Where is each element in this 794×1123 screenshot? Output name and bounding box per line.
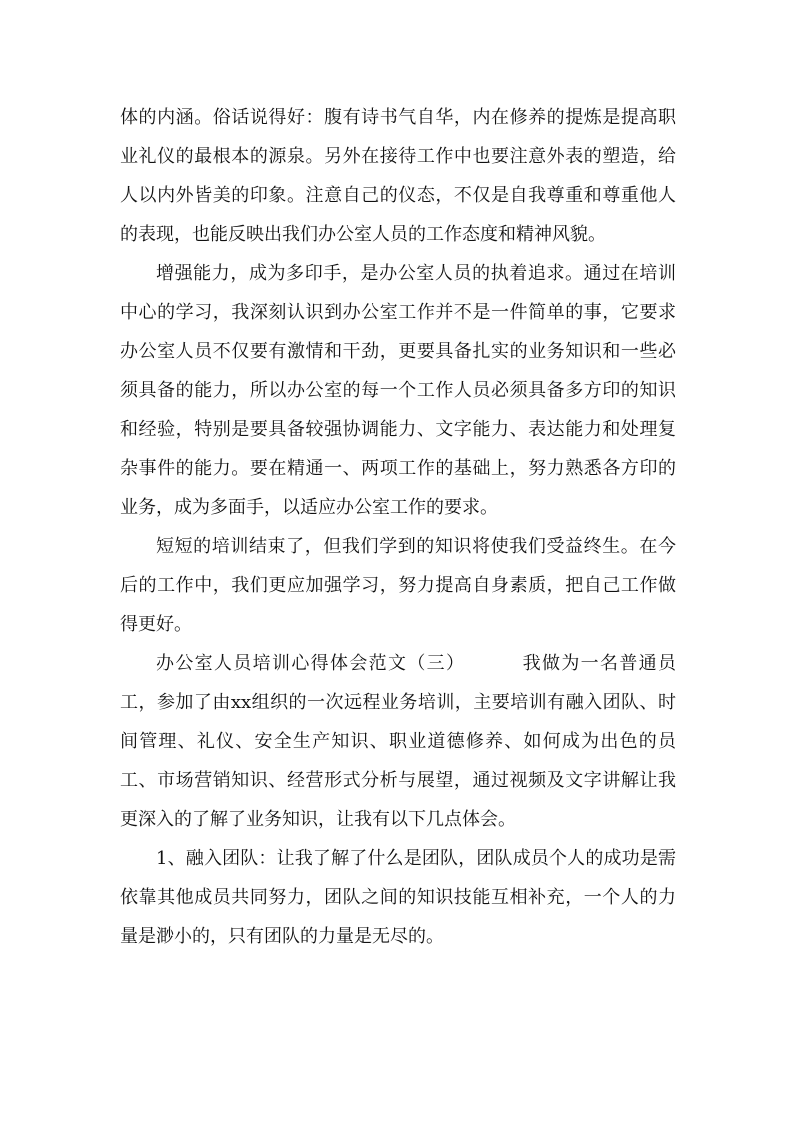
- paragraph-5: 1、融入团队：让我了解了什么是团队，团队成员个人的成功是需依靠其他成员共同努力，团队之间的知识技能互相补充，一个人的力量是渺小的，只有团队的力量是无尽的。: [120, 848, 676, 947]
- paragraph-4: [120, 644, 676, 839]
- paragraph-3: 短短的培训结束了，但我们学到的知识将使我们受益终生。在今后的工作中，我们更应加强学习，努力提高自身素质，把自己工作做得更好。: [120, 536, 676, 635]
- paragraph-4-text: 我做为一名普通员工，参加了由xx组织的一次远程业务培训，主要培训有融入团队、时间管理、礼仪、安全生产知识、职业道德修养、如何成为出色的员工、市场营销知识、经营形式分析与展望，通过视频及文字讲解让我更深入的了解了业务知识，让我有以下几点体会。: [120, 653, 677, 830]
- paragraph-1: 体的内涵。俗话说得好：腹有诗书气自华，内在修养的提炼是提高职业礼仪的最根本的源泉。另外在接待工作中也要注意外表的塑造，给人以内外皆美的印象。注意自己的仪态，不仅是自我尊重和尊重他人的表现，也能反映出我们办公室人员的工作态度和精神风貌。: [120, 107, 676, 245]
- document-body: [120, 98, 676, 956]
- section-heading: 办公室人员培训心得体会范文（三）: [156, 653, 466, 674]
- paragraph-2: 增强能力，成为多印手，是办公室人员的执着追求。通过在培训中心的学习，我深刻认识到办公室工作并不是一件简单的事，它要求办公室人员不仅要有激情和干劲，更要具备扎实的业务知识和一些必须具备的能力，所以办公室的每一个工作人员必须具备多方印的知识和经验，特别是要具备较强协调能力、文字能力、表达能力和处理复杂事件的能力。要在精通一、两项工作的基础上，努力熟悉各方印的业务，成为多面手，以适应办公室工作的要求。: [120, 263, 676, 518]
